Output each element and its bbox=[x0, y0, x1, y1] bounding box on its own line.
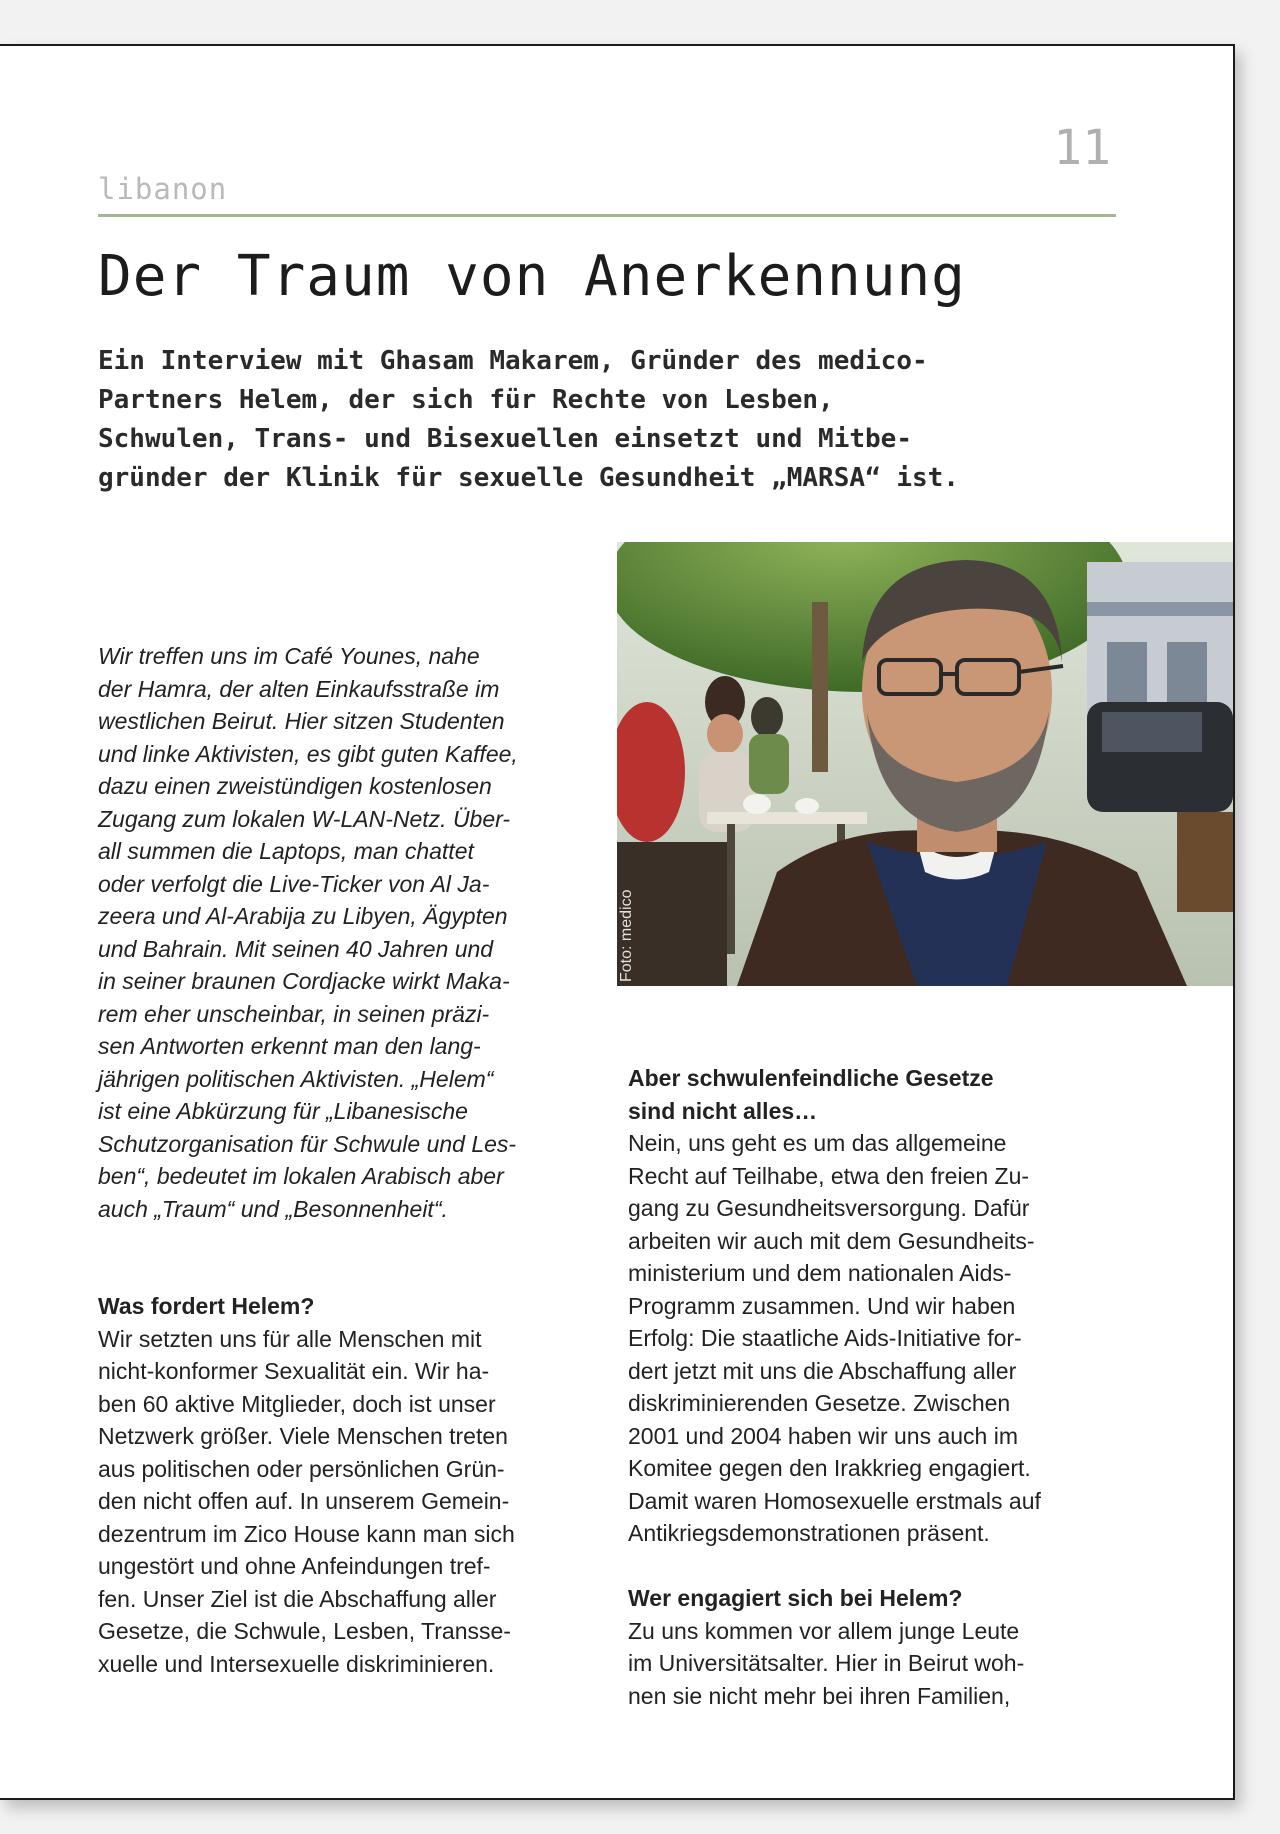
answer-line: dezentrum im Zico House kann man sich bbox=[98, 1520, 515, 1547]
answer-line: ungestört und ohne Anfeindungen tref- bbox=[98, 1553, 491, 1579]
page-number: 11 bbox=[1053, 120, 1111, 176]
answer-line: nen sie nicht mehr bei ihren Familien, bbox=[628, 1682, 1011, 1709]
answer-line: Gesetze, die Schwule, Lesben, Transse- bbox=[98, 1618, 511, 1644]
intro-line: Zugang zum lokalen W-LAN-Netz. Über- bbox=[98, 805, 511, 832]
lead-line: Ein Interview mit Ghasam Makarem, Gründer des medico- bbox=[98, 346, 928, 376]
intro-line: und Bahrain. Mit seinen 40 Jahren und bbox=[98, 935, 494, 962]
answer-line: ministerium und dem nationalen Aids- bbox=[628, 1260, 1012, 1286]
intro-line: und linke Aktivisten, es gibt guten Kaffee, bbox=[98, 740, 518, 767]
answer-line: aus politischen oder persönlichen Grün- bbox=[98, 1455, 505, 1482]
document-page bbox=[0, 44, 1235, 1800]
answer-line: Wir setzten uns für alle Menschen mit bbox=[98, 1325, 482, 1352]
answer-line: Programm zusammen. Und wir haben bbox=[628, 1292, 1016, 1319]
lead-line: Schwulen, Trans- und Bisexuellen einsetzt und Mitbe- bbox=[98, 424, 912, 454]
intro-line: sen Antworten erkennt man den lang- bbox=[98, 1033, 481, 1059]
intro-line: jährigen politischen Aktivisten. „Helem“ bbox=[98, 1065, 494, 1092]
answer-block-2 bbox=[628, 1062, 1128, 1550]
intro-line: zeera und Al-Arabija zu Libyen, Ägypten bbox=[98, 903, 508, 929]
interview-photo bbox=[617, 542, 1233, 986]
answer-line: Antikriegsdemonstrationen präsent. bbox=[628, 1520, 990, 1546]
answer-line: xuelle und Intersexuelle diskriminieren. bbox=[98, 1650, 495, 1677]
answer-block-1 bbox=[98, 1290, 598, 1680]
lead-line: gründer der Klinik für sexuelle Gesundheit „MARSA“ ist. bbox=[98, 463, 959, 493]
header-rule bbox=[98, 214, 1116, 217]
intro-line: auch „Traum“ und „Besonnenheit“. bbox=[98, 1195, 448, 1222]
answer-line: Nein, uns geht es um das allgemeine bbox=[628, 1130, 1007, 1156]
intro-line: Schutzorganisation für Schwule und Les- bbox=[98, 1130, 517, 1157]
answer-line: Damit waren Homosexuelle erstmals auf bbox=[628, 1487, 1041, 1514]
answer-line: diskriminierenden Gesetze. Zwischen bbox=[628, 1390, 1011, 1416]
photo-credit: Foto: medico bbox=[618, 889, 635, 982]
intro-line: westlichen Beirut. Hier sitzen Studenten bbox=[98, 708, 505, 734]
answer-line: den nicht offen auf. In unserem Gemein- bbox=[98, 1488, 510, 1514]
question-heading: Was fordert Helem? bbox=[98, 1293, 315, 1319]
answer-line: Zu uns kommen vor allem junge Leute bbox=[628, 1617, 1020, 1644]
intro-line: rem eher unscheinbar, in seinen präzi- bbox=[98, 1000, 490, 1027]
question-heading: Aber schwulenfeindliche Gesetze bbox=[628, 1065, 994, 1091]
intro-line: in seiner braunen Cordjacke wirkt Maka- bbox=[98, 968, 510, 994]
answer-line: nicht-konformer Sexualität ein. Wir ha- bbox=[98, 1358, 490, 1384]
answer-block-3 bbox=[628, 1582, 1128, 1712]
article-title: Der Traum von Anerkennung bbox=[98, 244, 966, 309]
answer-line: ben 60 aktive Mitglieder, doch ist unser bbox=[98, 1390, 496, 1417]
answer-line: Erfolg: Die staatliche Aids-Initiative for- bbox=[628, 1325, 1022, 1351]
article-lead bbox=[98, 342, 1138, 498]
answer-line: Netzwerk größer. Viele Menschen treten bbox=[98, 1423, 508, 1449]
lead-line: Partners Helem, der sich für Rechte von Lesben, bbox=[98, 385, 834, 415]
answer-line: Recht auf Teilhabe, etwa den freien Zu- bbox=[628, 1162, 1030, 1189]
answer-line: arbeiten wir auch mit dem Gesundheits- bbox=[628, 1227, 1035, 1254]
intro-line: ist eine Abkürzung für „Libanesische bbox=[98, 1098, 468, 1124]
answer-line: 2001 und 2004 haben wir uns auch im bbox=[628, 1422, 1019, 1449]
answer-line: dert jetzt mit uns die Abschaffung aller bbox=[628, 1357, 1017, 1384]
intro-line: oder verfolgt die Live-Ticker von Al Ja- bbox=[98, 870, 490, 897]
answer-line: gang zu Gesundheitsversorgung. Dafür bbox=[628, 1195, 1030, 1221]
intro-line: Wir treffen uns im Café Younes, nahe bbox=[98, 643, 480, 669]
intro-line: dazu einen zweistündigen kostenlosen bbox=[98, 773, 492, 799]
intro-paragraph bbox=[98, 640, 598, 1225]
answer-line: im Universitätsalter. Hier in Beirut woh- bbox=[628, 1650, 1025, 1676]
answer-line: fen. Unser Ziel ist die Abschaffung aller bbox=[98, 1585, 497, 1612]
section-label: libanon bbox=[98, 172, 228, 206]
question-heading: sind nicht alles… bbox=[628, 1097, 818, 1124]
cafe-scene-image bbox=[617, 542, 1233, 986]
intro-line: all summen die Laptops, man chattet bbox=[98, 838, 474, 864]
question-heading: Wer engagiert sich bei Helem? bbox=[628, 1585, 963, 1611]
answer-line: Komitee gegen den Irakkrieg engagiert. bbox=[628, 1455, 1031, 1481]
intro-line: der Hamra, der alten Einkaufsstraße im bbox=[98, 675, 500, 702]
intro-line: ben“, bedeutet im lokalen Arabisch aber bbox=[98, 1163, 504, 1189]
